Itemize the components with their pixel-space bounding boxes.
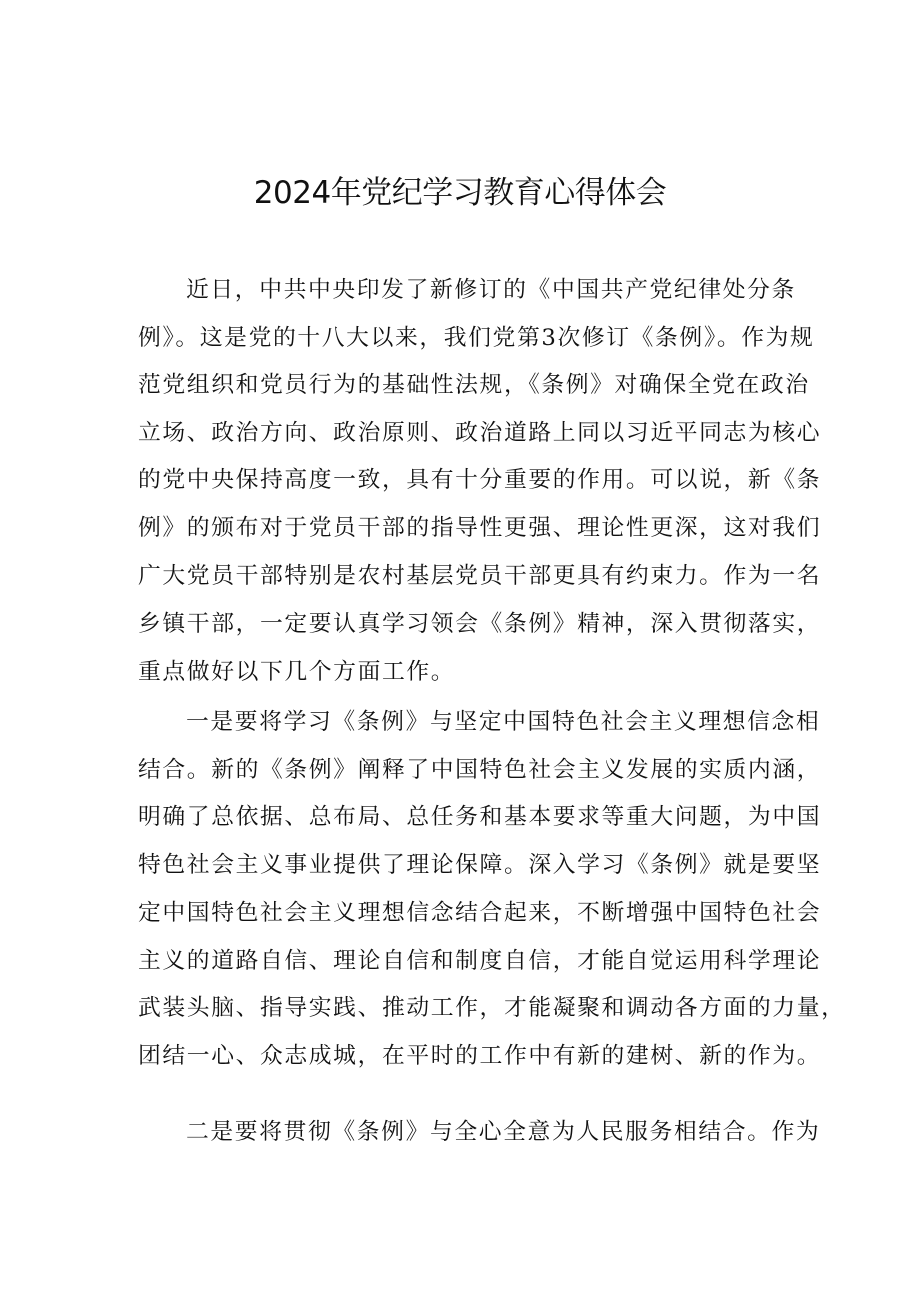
paragraph-1-line-9: 重点做好以下几个方面工作。 [138, 659, 456, 685]
paragraph-1-line-6: 例》的颁布对于党员干部的指导性更强、理论性更深，这对我们 [138, 515, 822, 541]
paragraph-1-line-2: 例》。这是党的十八大以来，我们党第3次修订《条例》。作为规 [138, 325, 815, 351]
paragraph-1-line-5: 的党中央保持高度一致，具有十分重要的作用。可以说，新《条 [138, 467, 822, 493]
paragraph-2-line-2: 结合。新的《条例》阐释了中国特色社会主义发展的实质内涵， [138, 757, 822, 783]
paragraph-2-line-6: 主义的道路自信、理论自信和制度自信，才能自觉运用科学理论 [138, 948, 822, 974]
paragraph-1-line-3: 范党组织和党员行为的基础性法规，《条例》对确保全党在政治 [138, 372, 810, 398]
paragraph-1-line-7: 广大党员干部特别是农村基层党员干部更具有约束力。作为一名 [138, 563, 822, 589]
document-title: 2024年党纪学习教育心得体会 [253, 175, 667, 211]
paragraph-1-line-4: 立场、政治方向、政治原则、政治道路上同以习近平同志为核心 [138, 420, 822, 446]
paragraph-2-line-1: 一是要将学习《条例》与坚定中国特色社会主义理想信念相 [186, 709, 821, 735]
paragraph-2-line-3: 明确了总依据、总布局、总任务和基本要求等重大问题，为中国 [138, 804, 822, 830]
paragraph-1-line-8: 乡镇干部，一定要认真学习领会《条例》精神，深入贯彻落实， [138, 611, 822, 637]
paragraph-2-line-5: 定中国特色社会主义理想信念结合起来，不断增强中国特色社会 [138, 900, 822, 926]
paragraph-2-line-7: 武装头脑、指导实践、推动工作，才能凝聚和调动各方面的力量， [138, 995, 846, 1021]
paragraph-2-line-4: 特色社会主义事业提供了理论保障。深入学习《条例》就是要坚 [138, 852, 822, 878]
paragraph-3-line-1: 二是要将贯彻《条例》与全心全意为人民服务相结合。作为 [186, 1119, 821, 1145]
paragraph-2-line-8: 团结一心、众志成城，在平时的工作中有新的建树、新的作为。 [138, 1043, 822, 1069]
paragraph-1-line-1: 近日，中共中央印发了新修订的《中国共产党纪律处分条 [186, 277, 796, 303]
